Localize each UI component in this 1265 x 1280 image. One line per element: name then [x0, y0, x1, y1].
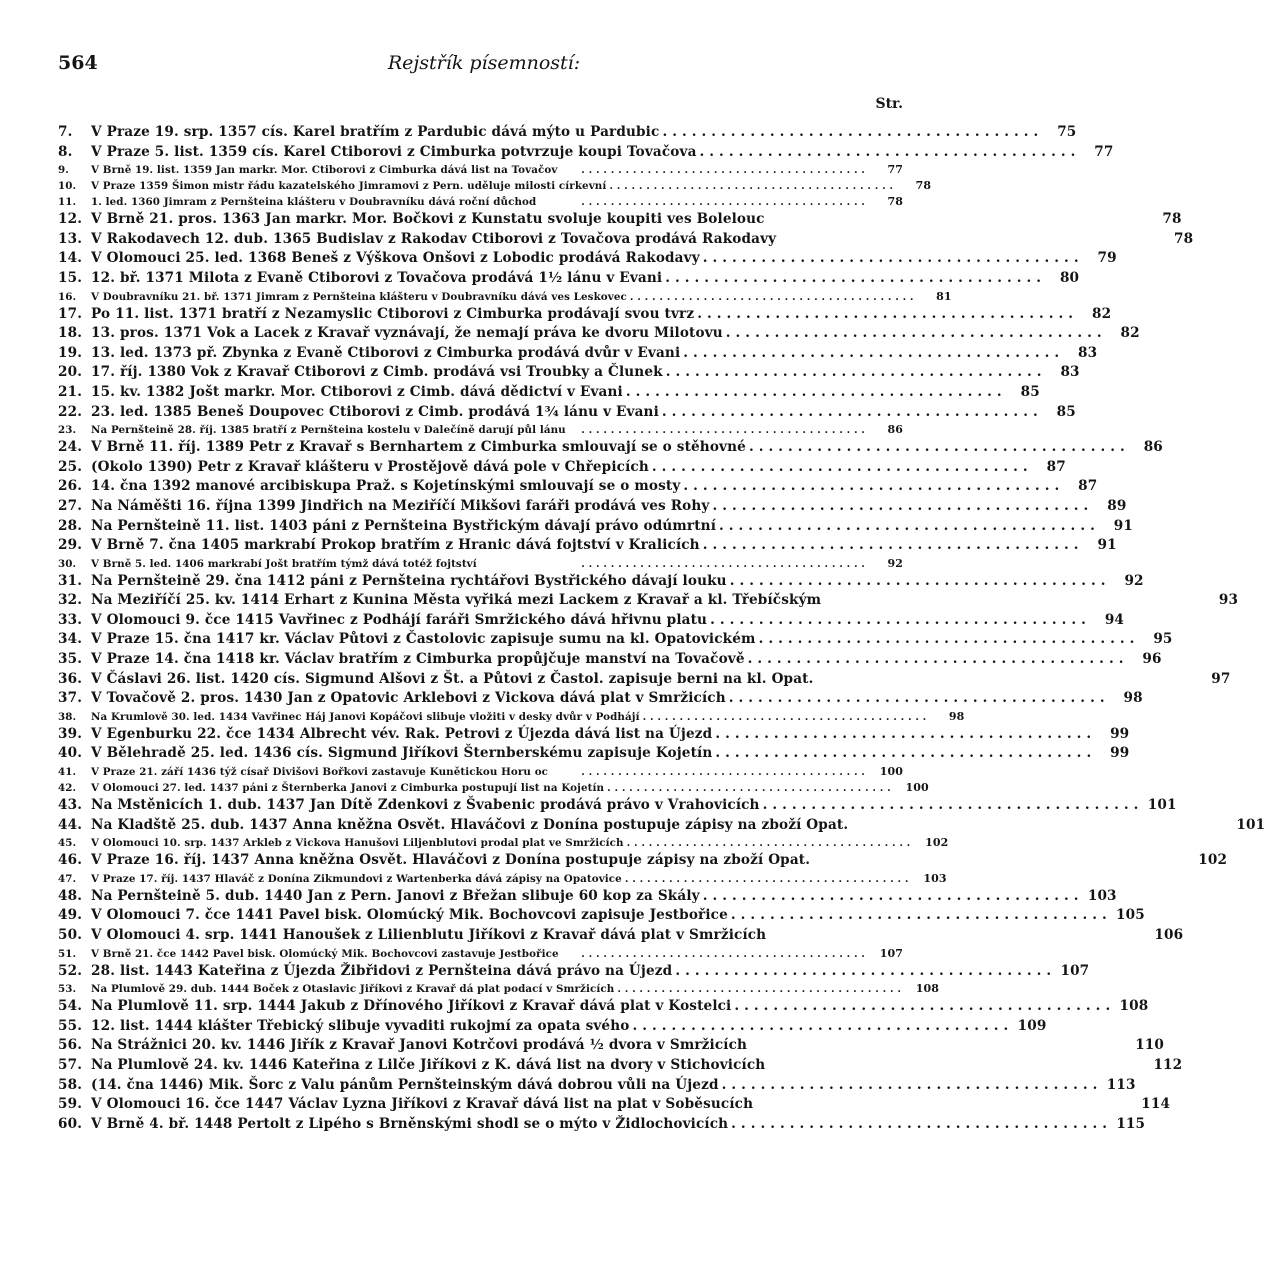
entry-description: V Olomouci 25. led. 1368 Beneš z Výškova Onšovi z Lobodic prodává Rakodavy: [91, 250, 700, 267]
index-entry: [58, 690, 1143, 710]
index-entry: [58, 631, 1173, 651]
entry-number: 25.: [58, 458, 83, 475]
entry-page-number: 78: [915, 179, 932, 193]
index-entry: [58, 557, 903, 573]
entry-page-number: 103: [1087, 887, 1117, 904]
dot-leader: [728, 907, 1107, 923]
entry-number: 58.: [58, 1076, 83, 1093]
index-entry: [58, 1076, 1136, 1097]
entry-page-number: 85: [1020, 383, 1040, 400]
dot-leader: [746, 439, 1125, 455]
entry-number: 19.: [58, 344, 83, 361]
entry-page-number: 114: [1141, 1096, 1171, 1113]
entry-number: 8.: [58, 143, 73, 160]
entry-description: V Praze 15. čna 1417 kr. Václav Půtovi z Častolovic zapisuje sumu na kl. Opatovickém: [91, 631, 756, 648]
entry-page-number: 112: [1153, 1056, 1183, 1073]
dot-leader: [700, 537, 1079, 553]
dot-leader: [606, 180, 893, 192]
dot-leader: [663, 364, 1042, 380]
entry-description: Na Náměšti 16. října 1399 Jindřich na Meziříčí Mikšovi faráři prodává ves Rohy: [91, 497, 710, 514]
dot-leader: [697, 144, 1076, 160]
entry-description: Na Pernšteině 5. dub. 1440 Jan z Pern. Janovi z Břežan slibuje 60 kop za Skály: [91, 887, 700, 904]
entry-number: 55.: [58, 1017, 83, 1034]
entry-number: 29.: [58, 537, 83, 554]
entry-number: 30.: [58, 557, 77, 570]
dot-leader: [627, 291, 914, 303]
entry-description: V Praze 14. čna 1418 kr. Václav bratřím z Cimburka propůjčuje manství na Tovačově: [91, 651, 745, 668]
entry-page-number: 101: [1236, 816, 1265, 833]
entry-number: 35.: [58, 651, 83, 668]
entry-description: V Rakodavech 12. dub. 1365 Budislav z Rakodav Ctiborovi z Tovačova prodává Rakodavy: [91, 230, 777, 247]
index-entry: [58, 250, 1117, 270]
page-number: 564: [58, 52, 98, 74]
dot-leader: [614, 983, 901, 995]
document-index-list: [58, 124, 1265, 1135]
entry-description: V Bělehradě 25. led. 1436 cís. Sigmund Jiříkovi Šternberskému zapisuje Kojetín: [91, 745, 713, 762]
entry-number: 20.: [58, 364, 83, 381]
entry-description: Na Mstěnicích 1. dub. 1437 Jan Dítě Zdenkovi z Švabenic prodává právo v Vrahovicích: [91, 797, 760, 814]
entry-number: 46.: [58, 852, 83, 869]
entry-description: 1. led. 1360 Jimram z Pernšteina klášteru v Doubravníku dává roční důchod: [91, 196, 537, 209]
entry-description: V Olomouci 27. led. 1437 páni z Šternberka Janovi z Cimburka postupují list na Kojetín: [91, 782, 605, 795]
entry-description: Na Kladště 25. dub. 1437 Anna kněžna Osvět. Hlaváčovi z Donína postupuje zápisy na zboží Opat.: [91, 816, 849, 833]
entry-number: 27.: [58, 497, 83, 514]
entry-description: Na Krumlově 30. led. 1434 Vavřinec Háj Janovi Kopáčovi slibuje vložiti v desky dvůr v Podhájí: [91, 710, 640, 723]
entry-page-number: 108: [1119, 998, 1149, 1015]
entry-page-number: 85: [1056, 403, 1076, 420]
entry-number: 49.: [58, 907, 83, 924]
dot-leader: [719, 1077, 1098, 1093]
entry-number: 41.: [58, 766, 77, 779]
dot-leader: [659, 404, 1038, 420]
entry-page-number: 109: [1017, 1017, 1047, 1034]
entry-page-number: 77: [887, 163, 903, 177]
entry-number: 7.: [58, 124, 73, 140]
entry-number: 13.: [58, 230, 83, 247]
index-entry: [58, 230, 1194, 251]
dot-leader: [659, 124, 1038, 140]
running-title: Rejstřík písemností:: [387, 52, 581, 74]
entry-number: 39.: [58, 725, 83, 742]
entry-description: (Okolo 1390) Petr z Kravař klášteru v Prostějově dává pole v Chřepicích: [91, 458, 649, 475]
index-entry: [58, 478, 1098, 498]
entry-page-number: 89: [1107, 497, 1127, 514]
entry-number: 45.: [58, 837, 77, 850]
index-entry: [58, 1056, 1183, 1077]
entry-description: Na Strážnici 20. kv. 1446 Jiřík z Kravař Janovi Kotrčovi prodává ½ dvora v Smržicích: [91, 1037, 748, 1054]
entry-description: V Brně 21. čce 1442 Pavel bisk. Olomúcký Mik. Bochovcovi zastavuje Jestbořice: [91, 947, 559, 960]
entry-number: 26.: [58, 478, 83, 495]
index-entry: [58, 670, 1231, 691]
entry-number: 14.: [58, 250, 83, 267]
dot-leader: [477, 558, 865, 570]
entry-page-number: 79: [1097, 250, 1117, 267]
entry-page-number: 110: [1135, 1037, 1165, 1054]
index-entry: [58, 982, 940, 998]
entry-number: 33.: [58, 611, 83, 628]
entry-number: 36.: [58, 670, 83, 687]
entry-number: 24.: [58, 439, 83, 456]
index-entry: [58, 305, 1112, 326]
dot-leader: [745, 651, 1124, 667]
entry-number: 9.: [58, 164, 69, 177]
dot-leader: [649, 459, 1028, 475]
entry-description: V Brně 11. říj. 1389 Petr z Kravař s Bernhartem z Cimburka smlouvají se o stěhovné: [91, 439, 746, 456]
index-entry: [58, 497, 1127, 518]
index-entry: [58, 852, 1228, 872]
entry-page-number: 87: [1046, 458, 1066, 475]
entry-number: 22.: [58, 403, 83, 420]
index-entry: [58, 211, 1182, 231]
entry-description: 17. říj. 1380 Vok z Kravař Ctiborovi z Cimb. prodává vsi Troubky a Člunek: [91, 364, 663, 381]
index-entry: [58, 651, 1162, 671]
entry-page-number: 91: [1113, 517, 1133, 534]
entry-description: V Brně 5. led. 1406 markrabí Jošt bratřím týmž dává totéž fojtství: [91, 557, 477, 570]
entry-description: Na Plumlově 11. srp. 1444 Jakub z Dřínového Jiříkovi z Kravař dává plat v Kostelci: [91, 998, 732, 1015]
index-entry: [58, 423, 903, 439]
index-entry: [58, 163, 903, 179]
dot-leader: [557, 164, 865, 176]
index-entry: [58, 592, 1239, 612]
index-entry: [58, 709, 965, 726]
dot-leader: [622, 873, 909, 885]
entry-description: Na Plumlově 29. dub. 1444 Boček z Otaslavic Jiříkovi z Kravař dá plat podací v Smržicích: [91, 983, 615, 996]
entry-page-number: 92: [1124, 572, 1144, 589]
entry-page-number: 78: [1173, 230, 1194, 247]
dot-leader: [700, 250, 1079, 266]
entry-description: V Olomouci 4. srp. 1441 Hanoušek z Lilienblutu Jiříkovi z Kravař dává plat v Smržicích: [91, 927, 767, 943]
dot-leader: [756, 631, 1135, 647]
index-entry: [58, 269, 1080, 290]
entry-page-number: 107: [879, 946, 903, 960]
entry-page-number: 115: [1116, 1115, 1146, 1132]
dot-leader: [709, 498, 1088, 514]
entry-description: V Praze 16. říj. 1437 Anna kněžna Osvět. Hlaváčovi z Donína postupuje zápisy na zboží Opat.: [91, 852, 811, 869]
index-entry: [58, 927, 1184, 947]
dot-leader: [559, 948, 865, 960]
dot-leader: [672, 963, 1051, 979]
index-entry: [58, 816, 1265, 837]
dot-leader: [694, 306, 1073, 322]
entry-number: 43.: [58, 797, 83, 814]
index-entry: [58, 439, 1163, 459]
dot-leader: [726, 690, 1105, 706]
entry-number: 11.: [58, 196, 77, 209]
entry-page-number: 91: [1097, 537, 1117, 554]
entry-page-number: 82: [1120, 325, 1140, 342]
entry-number: 56.: [58, 1037, 83, 1054]
entry-description: V Brně 4. bř. 1448 Pertolt z Lipého s Brněnskými shodl se o mýto v Židlochovicích: [91, 1115, 729, 1132]
dot-leader: [680, 478, 1059, 494]
dot-leader: [623, 384, 1002, 400]
entry-page-number: 113: [1106, 1076, 1136, 1093]
entry-page-number: 99: [1110, 725, 1130, 742]
entry-description: V Praze 17. říj. 1437 Hlaváč z Donína Zikmundovi z Wartenberka dává zápisy na Opatovice: [91, 872, 622, 885]
entry-page-number: 86: [887, 423, 903, 437]
dot-leader: [716, 518, 1095, 534]
dot-leader: [548, 766, 865, 778]
entry-description: 12. list. 1444 klášter Třebický slibuje vyvaditi rukojmí za opata svého: [91, 1017, 630, 1034]
entry-description: 23. led. 1385 Beneš Doupovec Ctiborovi z Cimb. prodává 1¾ lánu v Evani: [91, 403, 659, 420]
page-header: [58, 52, 910, 82]
entry-number: 54.: [58, 998, 83, 1015]
index-entry: [58, 836, 949, 852]
entry-number: 34.: [58, 631, 83, 648]
entry-page-number: 100: [879, 765, 903, 779]
dot-leader: [624, 837, 911, 849]
entry-description: 12. bř. 1371 Milota z Evaně Ctiborovi z Tovačova prodává 1½ lánu v Evani: [91, 269, 663, 286]
dot-leader: [728, 1116, 1107, 1132]
entry-number: 47.: [58, 872, 77, 885]
dot-leader: [566, 424, 865, 436]
entry-page-number: 81: [936, 289, 952, 303]
dot-leader: [731, 998, 1110, 1014]
entry-number: 59.: [58, 1096, 83, 1113]
index-entry: [58, 745, 1130, 765]
entry-page-number: 102: [1198, 852, 1228, 869]
entry-page-number: 93: [1218, 592, 1239, 609]
entry-description: V Olomouci 9. čce 1415 Vavřinec z Podhájí faráři Smržického dává hřivnu platu: [91, 611, 708, 628]
entry-description: V Brně 21. pros. 1363 Jan markr. Mor. Bočkovi z Kunstatu svoluje koupiti ves Bolelouc: [91, 211, 765, 228]
dot-leader: [640, 711, 927, 723]
index-entry: [58, 458, 1066, 479]
index-entry: [58, 289, 952, 306]
entry-description: 14. čna 1392 manové arcibiskupa Praž. s Kojetínskými smlouvají se o mosty: [91, 478, 681, 495]
index-entry: [58, 537, 1117, 557]
entry-description: V Olomouci 16. čce 1447 Václav Lyzna Jiříkovi z Kravař dává list na plat v Soběsucích: [91, 1096, 754, 1113]
entry-description: (14. čna 1446) Mik. Šorc z Valu pánům Pernšteinským dává dobrou vůli na Újezd: [91, 1076, 719, 1093]
entry-number: 10.: [58, 180, 77, 193]
entry-page-number: 103: [923, 871, 947, 885]
entry-description: Na Plumlově 24. kv. 1446 Kateřina z Lilče Jiříkovi z K. dává list na dvory v Stichovicích: [91, 1056, 766, 1073]
index-entry: [58, 781, 929, 797]
entry-page-number: 106: [1154, 927, 1184, 943]
index-entry: [58, 871, 947, 888]
entry-number: 15.: [58, 269, 83, 286]
index-entry: [58, 887, 1117, 908]
dot-leader: [680, 345, 1059, 361]
entry-page-number: 96: [1142, 651, 1162, 668]
entry-page-number: 86: [1143, 439, 1163, 456]
entry-description: V Praze 1359 Šimon mistr řádu kazatelského Jimramovi z Pern. uděluje milosti církevní: [91, 180, 607, 193]
index-entry: [58, 1115, 1146, 1136]
entry-number: 48.: [58, 887, 83, 904]
entry-description: V Egenburku 22. čce 1434 Albrecht vév. Rak. Petrovi z Újezda dává list na Újezd: [91, 725, 713, 742]
entry-page-number: 95: [1153, 631, 1173, 648]
entry-page-number: 102: [925, 836, 949, 850]
entry-page-number: 83: [1078, 344, 1098, 361]
entry-page-number: 100: [905, 781, 929, 795]
dot-leader: [536, 196, 865, 208]
index-entry: [58, 179, 932, 195]
index-entry: [58, 1096, 1171, 1116]
entry-page-number: 98: [948, 709, 965, 723]
entry-number: 53.: [58, 983, 77, 996]
entry-number: 38.: [58, 710, 77, 723]
entry-number: 17.: [58, 305, 83, 322]
entry-page-number: 92: [887, 556, 903, 570]
entry-description: Na Meziříčí 25. kv. 1414 Erhart z Kunina Města vyřiká mezi Lackem z Kravař a kl. Třebíčským: [91, 592, 822, 609]
index-entry: [58, 765, 903, 781]
index-entry: [58, 962, 1090, 983]
index-entry: [58, 907, 1145, 927]
entry-description: V Praze 19. srp. 1357 cís. Karel bratřím z Pardubic dává mýto u Pardubic: [91, 124, 660, 140]
entry-page-number: 75: [1057, 124, 1077, 140]
entry-page-number: 82: [1091, 305, 1112, 322]
entry-number: 51.: [58, 947, 77, 960]
index-entry: [58, 124, 1077, 144]
entry-description: Na Pernšteině 29. čna 1412 páni z Pernšteina rychtářovi Bystřického dávají louku: [91, 572, 727, 589]
entry-description: Po 11. list. 1371 bratří z Nezamyslic Ctiborovi z Cimburka prodávají svou tvrz: [91, 305, 695, 322]
entry-page-number: 107: [1060, 962, 1090, 979]
entry-description: 13. led. 1373 př. Zbynka z Evaně Ctiborovi z Cimburka prodává dvůr v Evani: [91, 344, 681, 361]
entry-page-number: 83: [1060, 364, 1080, 381]
entry-description: V Praze 21. září 1436 týž císař Divišovi Bořkovi zastavuje Kunětickou Horu oc: [91, 766, 549, 779]
entry-number: 31.: [58, 572, 83, 589]
dot-leader: [712, 745, 1091, 761]
entry-number: 40.: [58, 745, 83, 762]
entry-number: 12.: [58, 211, 83, 228]
index-entry: [58, 195, 903, 211]
entry-description: 15. kv. 1382 Jošt markr. Mor. Ctiborovi z Cimb. dává dědictví v Evani: [91, 383, 623, 400]
index-entry: [58, 517, 1133, 538]
dot-leader: [712, 726, 1091, 742]
entry-page-number: 78: [1162, 211, 1182, 228]
page-column-label: Str.: [875, 96, 903, 112]
index-entry: [58, 1017, 1047, 1038]
entry-page-number: 78: [887, 195, 903, 209]
entry-number: 18.: [58, 325, 83, 342]
entry-description: V Praze 5. list. 1359 cís. Karel Ctiborovi z Cimburka potvrzuje koupi Tovačova: [91, 143, 697, 160]
entry-page-number: 94: [1104, 611, 1125, 628]
entry-number: 60.: [58, 1115, 83, 1132]
entry-page-number: 101: [1147, 797, 1177, 814]
entry-description: V Olomouci 7. čce 1441 Pavel bisk. Olomúcký Mik. Bochovcovi zapisuje Jestbořice: [91, 907, 728, 924]
entry-description: Na Pernšteině 28. říj. 1385 bratří z Pernšteina kostelu v Dalečíně darují půl lánu: [91, 424, 566, 437]
entry-number: 16.: [58, 290, 77, 303]
entry-page-number: 105: [1116, 907, 1145, 924]
entry-page-number: 77: [1094, 143, 1114, 160]
entry-description: V Brně 7. čna 1405 markrabí Prokop bratřím z Hranic dává fojtství v Kralicích: [91, 537, 700, 554]
entry-number: 50.: [58, 927, 83, 943]
index-entry: [58, 143, 1114, 164]
entry-page-number: 108: [915, 982, 940, 996]
entry-number: 42.: [58, 782, 77, 795]
entry-number: 37.: [58, 690, 83, 707]
entry-page-number: 87: [1078, 478, 1098, 495]
index-entry: [58, 325, 1140, 345]
dot-leader: [604, 782, 891, 794]
entry-number: 21.: [58, 383, 83, 400]
entry-number: 32.: [58, 592, 83, 609]
entry-page-number: 80: [1059, 269, 1080, 286]
entry-description: 13. pros. 1371 Vok a Lacek z Kravař vyznávají, že nemají práva ke dvoru Milotovu: [91, 325, 723, 342]
entry-number: 57.: [58, 1056, 83, 1073]
index-entry: [58, 725, 1130, 746]
dot-leader: [723, 325, 1102, 341]
entry-page-number: 98: [1123, 690, 1143, 707]
index-entry: [58, 364, 1080, 384]
index-entry: [58, 344, 1098, 365]
entry-page-number: 99: [1110, 745, 1130, 762]
dot-leader: [707, 612, 1086, 628]
dot-leader: [727, 573, 1106, 589]
index-entry: [58, 403, 1076, 424]
dot-leader: [760, 797, 1139, 813]
index-entry: [58, 998, 1149, 1018]
dot-leader: [629, 1018, 1008, 1034]
entry-number: 52.: [58, 962, 83, 979]
index-entry: [58, 383, 1040, 404]
entry-number: 44.: [58, 816, 83, 833]
entry-description: Na Pernšteině 11. list. 1403 páni z Pernšteina Bystřickým dávají právo odúmrtní: [91, 517, 717, 534]
index-entry: [58, 947, 903, 963]
entry-description: V Brně 19. list. 1359 Jan markr. Mor. Ctiborovi z Cimburka dává list na Tovačov: [91, 164, 558, 177]
dot-leader: [700, 888, 1079, 904]
entry-description: V Doubravníku 21. bř. 1371 Jimram z Pernšteina klášteru v Doubravníku dává ves Leskovec: [91, 290, 627, 303]
entry-number: 23.: [58, 424, 77, 437]
entry-description: V Čáslavi 26. list. 1420 cís. Sigmund Alšovi z Št. a Půtovi z Častol. zapisuje berni na kl. Opat.: [91, 670, 814, 687]
index-entry: [58, 572, 1144, 593]
entry-description: 28. list. 1443 Kateřina z Újezda Žibřidovi z Pernšteina dává právo na Újezd: [91, 962, 673, 979]
entry-page-number: 97: [1211, 670, 1231, 687]
entry-description: V Olomouci 10. srp. 1437 Arkleb z Vickova Hanušovi Liljenblutovi prodal plat ve Smržicích: [91, 837, 624, 850]
index-entry: [58, 611, 1125, 632]
entry-number: 28.: [58, 517, 83, 534]
dot-leader: [662, 270, 1041, 286]
entry-description: V Tovačově 2. pros. 1430 Jan z Opatovic Arklebovi z Vickova dává plat v Smržicích: [91, 690, 726, 707]
index-entry: [58, 1037, 1165, 1057]
index-entry: [58, 797, 1177, 817]
